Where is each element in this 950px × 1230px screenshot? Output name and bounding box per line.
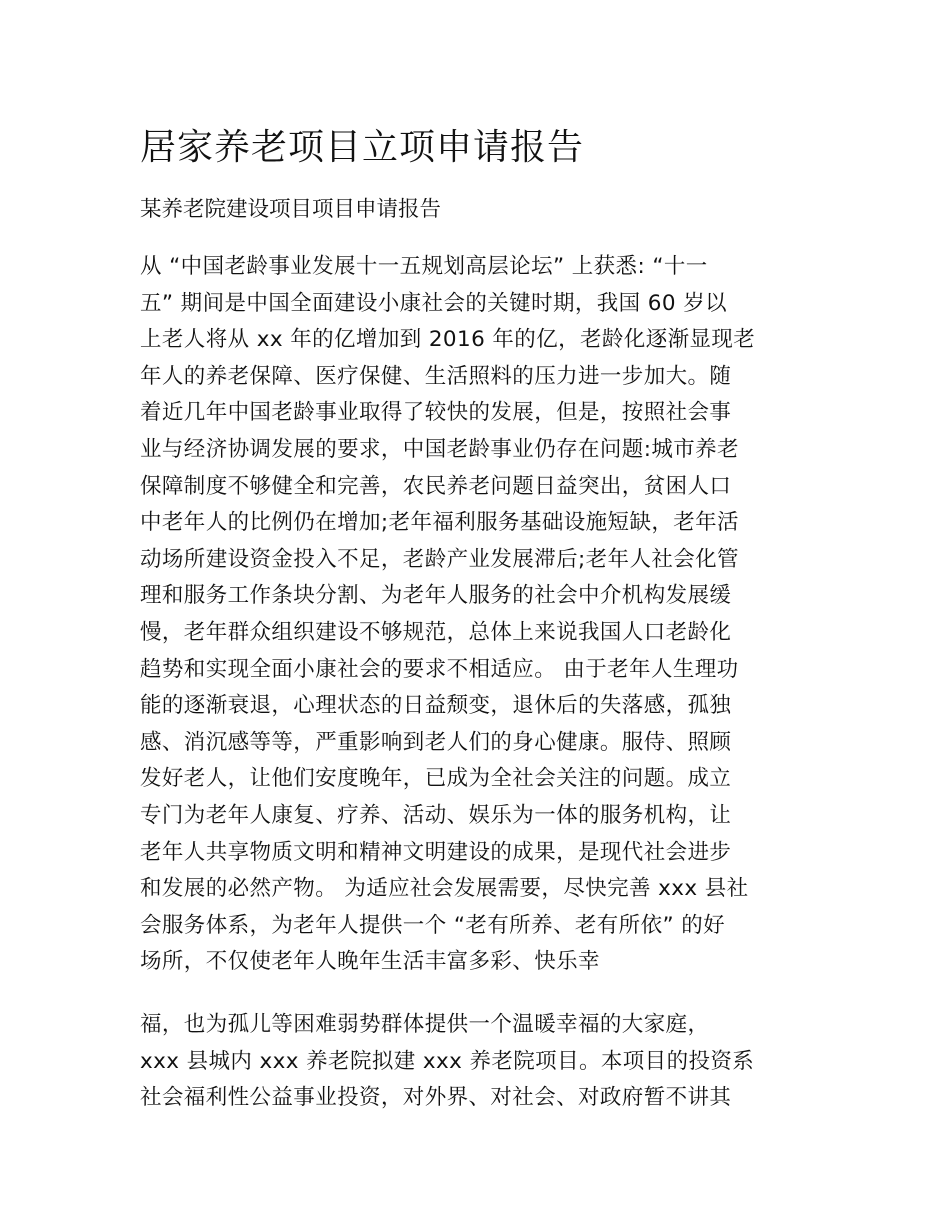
text-line: 感、消沉感等等，严重影响到老人们的身心健康。服侍、照顾 [140, 729, 732, 755]
text-line: 着近几年中国老龄事业取得了较快的发展，但是，按照社会事 [140, 400, 732, 426]
text-line: 社会福利性公益事业投资，对外界、对社会、对政府暂不讲其 [140, 1085, 732, 1111]
text-line: 会服务体系，为老年人提供一个 “老有所养、老有所依” 的好 [140, 912, 726, 938]
text-line: 专门为老年人康复、疗养、活动、娱乐为一体的服务机构，让 [140, 802, 732, 828]
text-line: 上老人将从 xx 年的亿增加到 2016 年的亿，老龄化逐渐显现老 [140, 327, 756, 353]
document-subtitle: 某养老院建设项目项目申请报告 [140, 197, 442, 222]
text-line: 保障制度不够健全和完善，农民养老问题日益突出，贫困人口 [140, 473, 732, 499]
text-line: 中老年人的比例仍在增加;老年福利服务基础设施短缺，老年活 [140, 510, 739, 536]
text-line: 发好老人，让他们安度晚年，已成为全社会关注的问题。成立 [140, 766, 732, 792]
paragraph-1 [140, 249, 820, 981]
text-line: 理和服务工作条块分割、为老年人服务的社会中介机构发展缓 [140, 583, 732, 609]
text-line: 五” 期间是中国全面建设小康社会的关键时期，我国 60 岁以 [140, 290, 728, 316]
text-line: 年人的养老保障、医疗保健、生活照料的压力进一步加大。随 [140, 363, 732, 389]
text-line: 慢，老年群众组织建设不够规范，总体上来说我国人口老龄化 [140, 619, 732, 645]
paragraph-2 [140, 1007, 820, 1117]
text-line: 福，也为孤儿等困难弱势群体提供一个温暖幸福的大家庭， [140, 1012, 710, 1037]
text-line: 业与经济协调发展的要求，中国老龄事业仍存在问题:城市养老 [140, 436, 739, 462]
text-line: 场所，不仅使老年人晚年生活丰富多彩、快乐幸 [140, 949, 600, 975]
text-line: 和发展的必然产物。 为适应社会发展需要，尽快完善 xxx 县社 [140, 876, 749, 902]
text-line: 从 “中国老龄事业发展十一五规划高层论坛” 上获悉: “十一 [140, 254, 708, 279]
text-line: 趋势和实现全面小康社会的要求不相适应。 由于老年人生理功 [140, 656, 739, 682]
text-line: 老年人共享物质文明和精神文明建设的成果，是现代社会进步 [140, 839, 732, 865]
text-line: 能的逐渐衰退，心理状态的日益颓变，退休后的失落感，孤独 [140, 693, 732, 719]
document-title: 居家养老项目立项申请报告 [140, 127, 585, 168]
text-line: 动场所建设资金投入不足，老龄产业发展滞后;老年人社会化管 [140, 546, 739, 572]
text-line: xxx 县城内 xxx 养老院拟建 xxx 养老院项目。本项目的投资系 [140, 1048, 755, 1074]
